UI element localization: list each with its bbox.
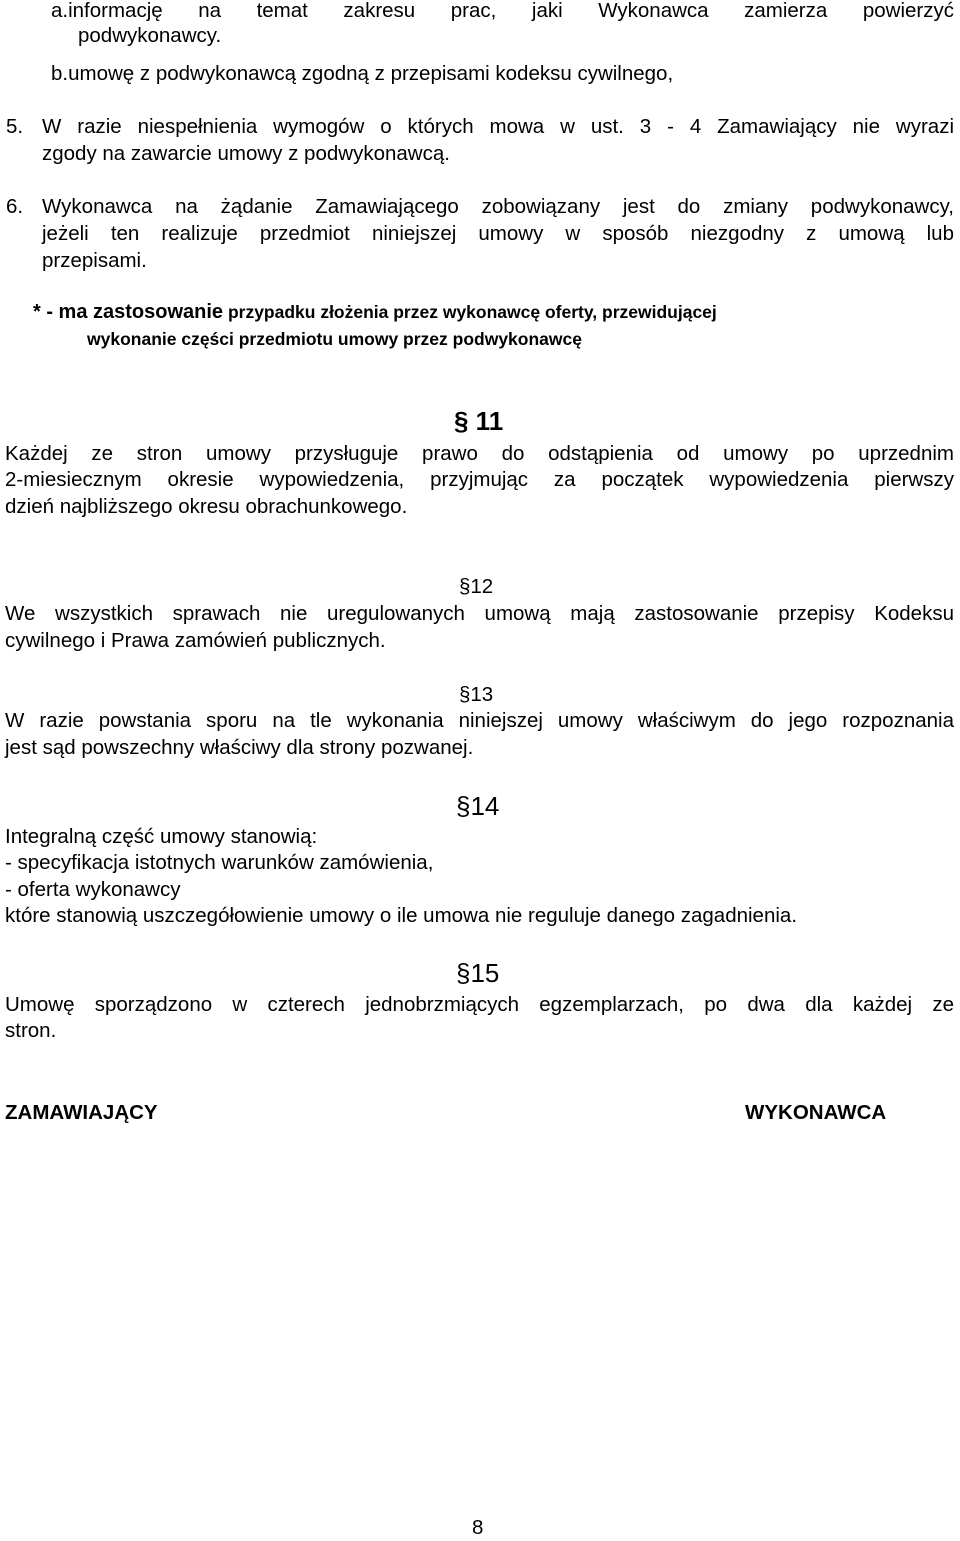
- section-14-line2: - specyfikacja istotnych warunków zamówienia,: [5, 851, 434, 874]
- footnote-line1-rest: przypadku złożenia przez wykonawcę oferty, przewidującej: [227, 302, 717, 322]
- section-14-line3: - oferta wykonawcy: [5, 878, 181, 901]
- list-item-5-line2: zgody na zawarcie umowy z podwykonawcą.: [42, 142, 450, 165]
- section-13-line2: jest sąd powszechny właściwy dla strony pozwanej.: [5, 736, 474, 759]
- footnote-prefix: * - ma zastosowanie: [33, 301, 224, 323]
- section-11-line3: dzień najbliższego okresu obrachunkowego.: [5, 495, 408, 518]
- list-item-a-line1: a.informację na temat zakresu prac, jaki Wykonawca zamierza powierzyć: [51, 0, 954, 22]
- signature-label-contracting-authority: ZAMAWIAJĄCY: [5, 1101, 158, 1124]
- section-12-line2: cywilnego i Prawa zamówień publicznych.: [5, 629, 386, 652]
- footnote-line2: wykonanie części przedmiotu umowy przez podwykonawcę: [87, 329, 582, 349]
- list-item-b: b.umowę z podwykonawcą zgodną z przepisami kodeksu cywilnego,: [51, 62, 674, 85]
- list-item-6-line1: Wykonawca na żądanie Zamawiającego zobowiązany jest do zmiany podwykonawcy,: [42, 195, 954, 218]
- section-11-heading: § 11: [454, 406, 504, 436]
- list-item-5-line1: W razie niespełnienia wymogów o których mowa w ust. 3 - 4 Zamawiający nie wyrazi: [42, 115, 954, 138]
- section-15-line2: stron.: [5, 1019, 57, 1042]
- section-15-heading: §15: [456, 958, 500, 988]
- page-number-value: 8: [472, 1516, 484, 1539]
- section-14-line1: Integralną część umowy stanowią:: [5, 825, 318, 848]
- list-item-6-line2: jeżeli ten realizuje przedmiot niniejszej umowy w sposób niezgodny z umową lub: [42, 222, 954, 245]
- section-13-heading: §13: [459, 683, 494, 706]
- section-14-heading: §14: [456, 791, 500, 821]
- list-number-5: 5.: [6, 115, 24, 138]
- section-12-line1: We wszystkich sprawach nie uregulowanych umową mają zastosowanie przepisy Kodeksu: [5, 602, 954, 625]
- list-number-6: 6.: [6, 195, 24, 218]
- section-11-line2: 2-miesiecznym okresie wypowiedzenia, przyjmując za początek wypowiedzenia pierwszy: [5, 468, 954, 491]
- section-11-line1: Każdej ze stron umowy przysługuje prawo do odstąpienia od umowy po uprzednim: [5, 442, 954, 465]
- section-14-line4: które stanowią uszczegółowienie umowy o ile umowa nie reguluje danego zagadnienia.: [5, 904, 798, 927]
- section-13-line1: W razie powstania sporu na tle wykonania niniejszej umowy właściwym do jego rozpoznania: [5, 709, 954, 732]
- list-item-6-line3: przepisami.: [42, 249, 147, 272]
- section-12-heading: §12: [459, 575, 494, 598]
- signature-label-contractor: WYKONAWCA: [745, 1101, 887, 1124]
- section-15-line1: Umowę sporządzono w czterech jednobrzmiących egzemplarzach, po dwa dla każdej ze: [5, 993, 954, 1016]
- footnote-line1: [33, 299, 960, 326]
- list-item-a-line2: podwykonawcy.: [78, 24, 222, 47]
